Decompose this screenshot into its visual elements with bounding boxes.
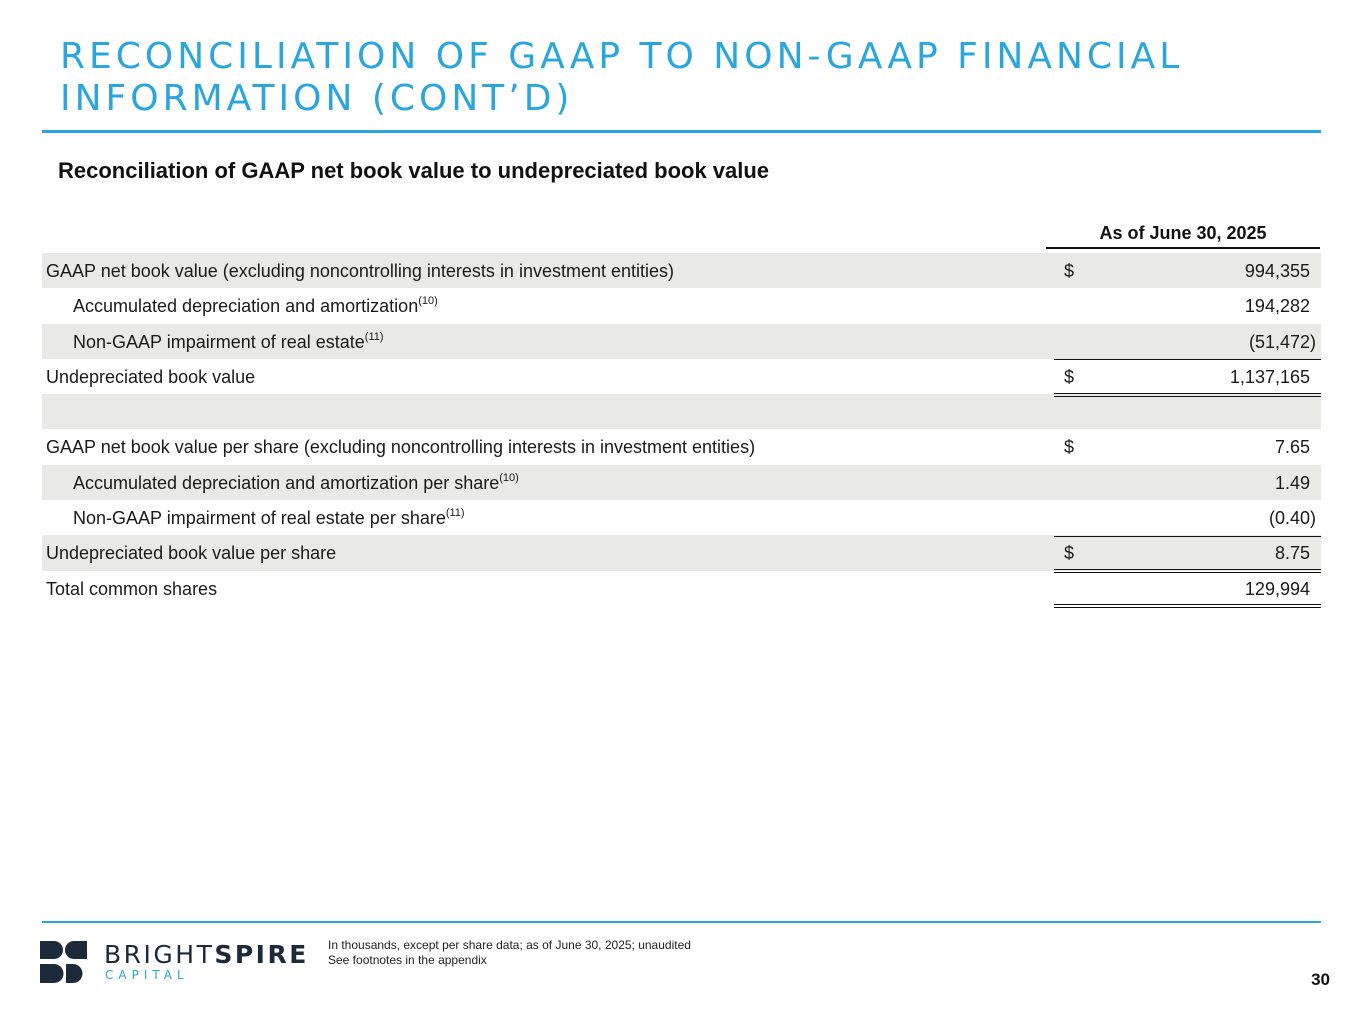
table-row [42,535,1321,570]
table-row [42,359,1321,394]
currency-symbol: $ [1064,366,1075,387]
subtotal-rule [1054,536,1321,537]
total-double-rule [1054,569,1321,573]
row-label: Non-GAAP impairment of real estate$^{(11)}$ [73,330,384,352]
footnote-ref: (11) [445,507,465,520]
table-row [42,465,1321,500]
total-double-rule [1054,393,1321,397]
footnote-ref: (10) [499,471,519,484]
row-label: Accumulated depreciation and amortization per share$^{(10)}$ [73,471,519,493]
brand-subtitle: CAPITAL [105,968,189,982]
title-divider [42,130,1321,133]
table-row [42,253,1321,288]
row-label: Undepreciated book value per share [46,543,337,564]
row-label: Non-GAAP impairment of real estate per share$^{(11)}$ [73,507,465,529]
brand-name: BRIGHTSPIRE [104,940,309,969]
section-subtitle: Reconciliation of GAAP net book value to undepreciated book value [58,158,770,183]
table-row [42,288,1321,323]
brightspire-logo-icon [40,941,88,983]
spacer-row [42,394,1321,429]
row-label: Undepreciated book value [46,366,256,387]
column-header-rule [1046,247,1320,249]
footnote-ref: (11) [364,330,384,343]
row-value: 8.75 [1274,543,1310,564]
row-label: GAAP net book value (excluding noncontrolling interests in investment entities) [46,261,675,281]
total-double-rule [1054,604,1321,608]
row-value: 994,355 [1244,261,1310,281]
currency-symbol: $ [1064,543,1075,564]
footnote-ref: (10) [418,295,438,308]
row-value: (0.40) [1268,508,1316,529]
row-value: 1.49 [1274,472,1310,493]
row-value: 194,282 [1244,296,1310,317]
row-value: 7.65 [1274,437,1310,458]
row-label: Accumulated depreciation and amortization$^{(10)}$ [73,295,438,317]
footer-divider [42,921,1321,923]
footnote-appendix: See footnotes in the appendix [328,953,487,967]
row-value: (51,472) [1248,331,1316,352]
currency-symbol: $ [1064,261,1075,281]
subtotal-rule [1054,359,1321,360]
footnote-units: In thousands, except per share data; as of June 30, 2025; unaudited [328,938,691,952]
table-row [42,571,1321,606]
table-row [42,429,1321,464]
row-value: 129,994 [1244,578,1310,599]
currency-symbol: $ [1064,437,1075,458]
table-row [42,500,1321,535]
page-number: 30 [1311,970,1330,989]
row-label: Total common shares [46,578,218,599]
page-title: RECONCILIATION OF GAAP TO NON-GAAP FINANCIAL INFORMATION (CONT’D) [60,36,1184,119]
table-row [42,324,1321,359]
row-label: GAAP net book value per share (excluding noncontrolling interests in investment entities) [46,437,756,458]
reconciliation-table [42,253,1321,606]
column-header: As of June 30, 2025 [1099,223,1267,243]
row-value: 1,137,165 [1229,366,1310,387]
